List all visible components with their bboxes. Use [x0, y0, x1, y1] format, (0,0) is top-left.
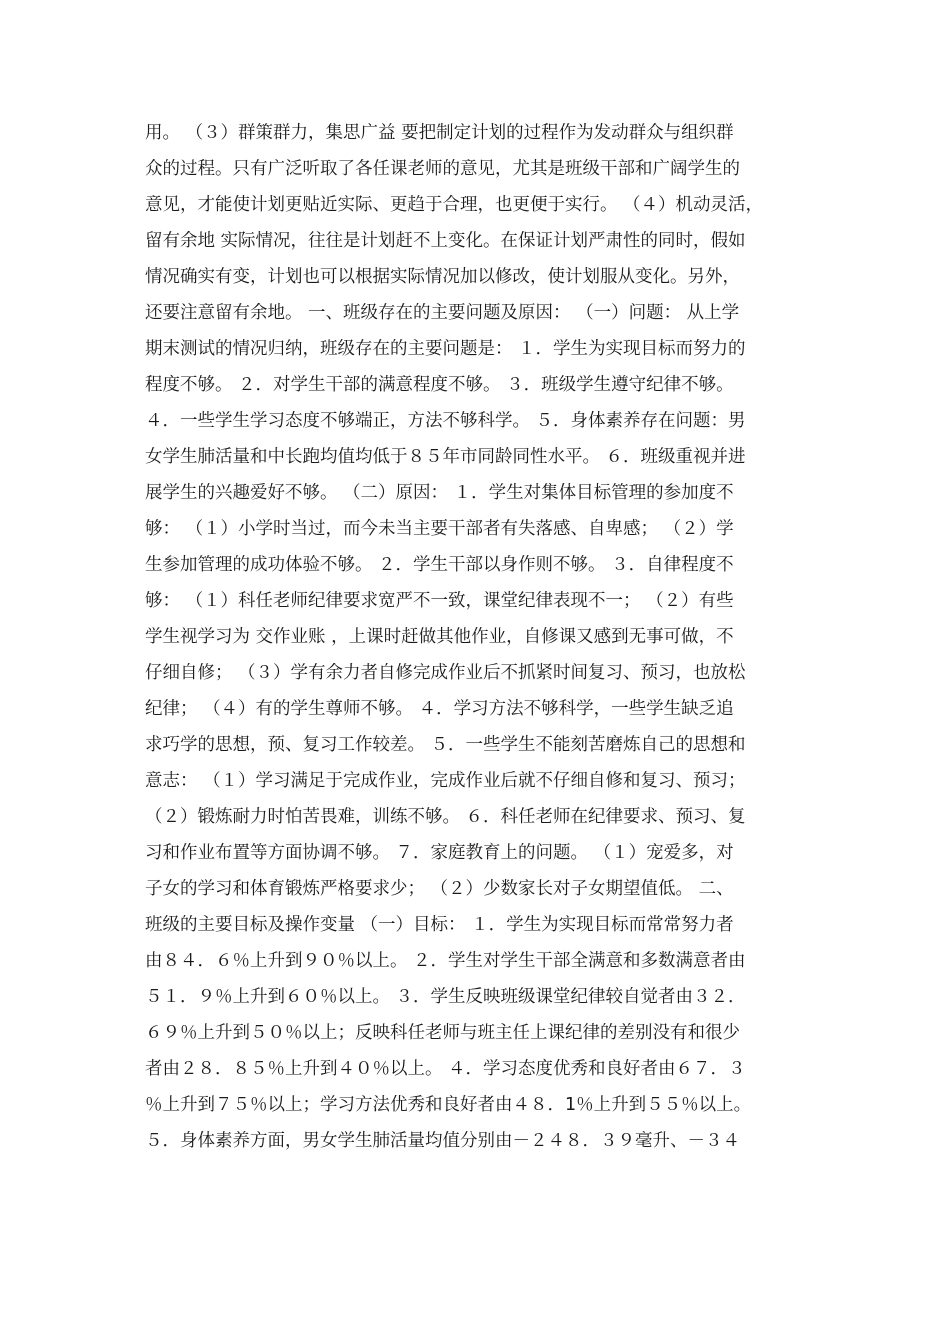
text-line: 程度不够。 ２．对学生干部的满意程度不够。 ３．班级学生遵守纪律不够。 — [145, 375, 734, 395]
text-line: ６９％上升到５０％以上；反映科任老师与班主任上课纪律的差别没有和很少 — [145, 1023, 740, 1043]
text-line: ５．身体素养方面，男女学生肺活量均值分别由－２４８．３９毫升、－３４ — [145, 1131, 740, 1151]
text-line: 期末测试的情况归纳，班级存在的主要问题是： １．学生为实现目标而努力的 — [145, 339, 746, 359]
text-line: ％上升到７５％以上；学习方法优秀和良好者由４８．1％上升到５５％以上。 — [145, 1095, 752, 1115]
text-line: 意见，才能使计划更贴近实际、更趋于合理，也更便于实行。 （４）机动灵活， — [145, 195, 764, 215]
body-text — [145, 115, 825, 1159]
text-line: 由８４．６％上升到９０％以上。 ２．学生对学生干部全满意和多数满意者由 — [145, 951, 746, 971]
text-line: 用。 （３）群策群力，集思广益 要把制定计划的过程作为发动群众与组织群 — [145, 123, 734, 143]
text-line: 够： （１）科任老师纪律要求宽严不一致，课堂纪律表现不一； （２）有些 — [145, 591, 734, 611]
text-line: 者由２８．８５％上升到４０％以上。 ４．学习态度优秀和良好者由６７．３ — [145, 1059, 746, 1079]
text-line: 众的过程。只有广泛听取了各任课老师的意见，尤其是班级干部和广阔学生的 — [145, 159, 740, 179]
text-line: ５１．９％上升到６０％以上。 ３．学生反映班级课堂纪律较自觉者由３２． — [145, 987, 746, 1007]
text-line: 习和作业布置等方面协调不够。 ７．家庭教育上的问题。 （１）宠爱多，对 — [145, 843, 734, 863]
text-line: 够： （１）小学时当过，而今未当主要干部者有失落感、自卑感； （２）学 — [145, 519, 734, 539]
text-line: ４．一些学生学习态度不够端正，方法不够科学。 ５．身体素养存在问题：男 — [145, 411, 746, 431]
text-line: 还要注意留有余地。 一、班级存在的主要问题及原因： （一）问题： 从上学 — [145, 303, 740, 323]
text-line: 意志： （１）学习满足于完成作业，完成作业后就不仔细自修和复习、预习； — [145, 771, 746, 791]
text-line: 女学生肺活量和中长跑均值均低于８５年市同龄同性水平。 ６．班级重视并进 — [145, 447, 746, 467]
text-line: （２）锻炼耐力时怕苦畏难，训练不够。 ６．科任老师在纪律要求、预习、复 — [145, 807, 746, 827]
text-line: 生参加管理的成功体验不够。 ２．学生干部以身作则不够。 ３．自律程度不 — [145, 555, 734, 575]
text-line: 情况确实有变，计划也可以根据实际情况加以修改，使计划服从变化。另外， — [145, 267, 740, 287]
text-line: 仔细自修； （３）学有余力者自修完成作业后不抓紧时间复习、预习，也放松 — [145, 663, 746, 683]
text-line: 子女的学习和体育锻炼严格要求少； （２）少数家长对子女期望值低。 二、 — [145, 879, 734, 899]
text-line: 学生视学习为 交作业账 ，上课时赶做其他作业，自修课又感到无事可做，不 — [145, 627, 734, 647]
text-line: 班级的主要目标及操作变量 （一）目标： １．学生为实现目标而常常努力者 — [145, 915, 734, 935]
text-line: 展学生的兴趣爱好不够。 （二）原因： １．学生对集体目标管理的参加度不 — [145, 483, 734, 503]
text-line: 留有余地 实际情况，往往是计划赶不上变化。在保证计划严肃性的同时，假如 — [145, 231, 746, 251]
text-line: 求巧学的思想，预、复习工作较差。 ５．一些学生不能刻苦磨炼自己的思想和 — [145, 735, 746, 755]
text-line: 纪律； （４）有的学生尊师不够。 ４．学习方法不够科学，一些学生缺乏追 — [145, 699, 734, 719]
